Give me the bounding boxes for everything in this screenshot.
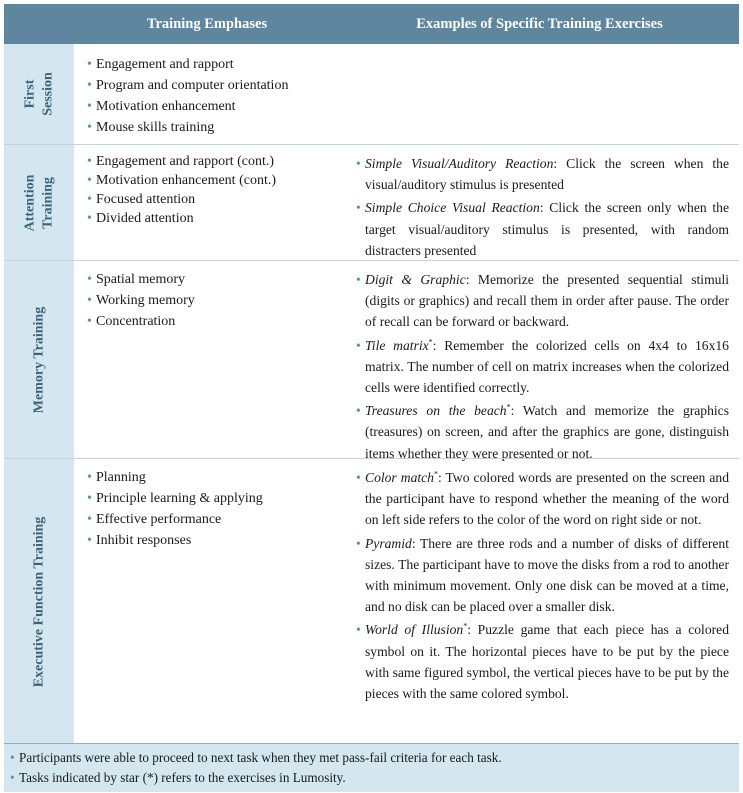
table-row-executive-function-training [4, 458, 739, 744]
emphases-list [87, 467, 337, 551]
list-item: • Working memory [87, 290, 337, 311]
list-item: • Motivation enhancement (cont.) [87, 171, 337, 190]
table-notes [4, 743, 739, 792]
emphases-list [87, 54, 337, 138]
list-item: • Engagement and rapport [87, 54, 337, 75]
lumosity-star: * [428, 337, 433, 347]
exercise-name: Simple Visual/Auditory Reaction [365, 156, 554, 171]
emphases-list [87, 152, 337, 228]
list-item [356, 619, 729, 704]
row-label [4, 261, 74, 459]
list-item: • Planning [87, 467, 337, 488]
footnote: • Tasks indicated by star (*) refers to the exercises in Lumosity. [10, 768, 739, 788]
lumosity-star: * [506, 402, 511, 412]
list-item: • Effective performance [87, 509, 337, 530]
exercise-name: Treasures on the beach [365, 403, 507, 419]
table-row-attention-training [4, 144, 739, 261]
list-item: • Mouse skills training [87, 117, 337, 138]
list-item [356, 269, 729, 333]
row-label [4, 145, 74, 261]
row-label [4, 459, 74, 744]
exercise-description: : Watch and memorize the graphics (treasures) on screen, and after the graphics are gone, distinguish items whether they were presented or not. [365, 403, 729, 461]
exercise-name: World of Illusion [365, 622, 464, 638]
exercise-name: Tile matrix [365, 337, 429, 353]
row-label-line: Memory Training [31, 306, 47, 414]
list-item [356, 197, 729, 261]
list-item [356, 335, 729, 399]
row-label-line: First [22, 79, 38, 109]
exercise-name: Color match [365, 470, 434, 485]
table-row-first-session [4, 44, 739, 144]
examples-list [356, 467, 729, 706]
examples-list [356, 153, 729, 263]
list-item: • Spatial memory [87, 269, 337, 290]
exercise-description: : There are three rods and a number of disks of different sizes. The participant have to move the disks from a rod to another with minimum movement. Only one disk can be moved at a time, and no disk can be placed over a smaller disk. [365, 535, 729, 615]
exercise-description: : Memorize the presented sequential stimuli (digits or graphics) and recall them in order after pause. The order of recall can be forward or backward. [365, 272, 730, 330]
row-label [4, 44, 74, 144]
exercise-description: : Puzzle game that each piece has a colored symbol on it. The horizontal pieces have to be put by the piece with same figured symbol, the vertical pieces have to be put by the pieces with the same colored symbol. [365, 622, 729, 702]
exercise-description: : Two colored words are presented on the screen and the participant have to respond whether the meaning of the word on left side refers to the color of the word on right side or not. [365, 470, 729, 528]
emphases-list [87, 269, 337, 332]
lumosity-star: * [463, 621, 468, 631]
list-item: • Engagement and rapport (cont.) [87, 152, 337, 171]
list-item: • Concentration [87, 311, 337, 332]
row-label-line: Executive Function Training [31, 516, 47, 687]
exercise-description: : Click the screen when the visual/auditory stimulus is presented [365, 156, 729, 193]
examples-list [356, 269, 729, 466]
exercise-description: : Remember the colorized cells on 4x4 to 16x16 matrix. The number of cell on matrix increases when the colorized cells were identified correctly. [365, 337, 729, 396]
list-item: • Principle learning & applying [87, 488, 337, 509]
list-item [356, 400, 729, 464]
exercise-name: Pyramid [365, 535, 412, 551]
list-item: • Focused attention [87, 190, 337, 209]
exercise-name: Simple Choice Visual Reaction [365, 200, 540, 216]
table-row-memory-training [4, 260, 739, 459]
exercise-description: : Click the screen only when the target visual/auditory stimulus is presented, with random distracters presented [365, 200, 729, 258]
list-item: • Divided attention [87, 209, 337, 228]
list-item [356, 533, 729, 618]
list-item: • Inhibit responses [87, 530, 337, 551]
footnote: • Participants were able to proceed to next task when they met pass-fail criteria for each task. [10, 748, 739, 768]
row-label-line: Training [40, 177, 55, 229]
list-item: • Motivation enhancement [87, 96, 337, 117]
exercise-name: Digit & Graphic [365, 272, 466, 287]
list-item [356, 153, 729, 195]
row-label-line: Attention [22, 174, 38, 232]
row-label-line: Session [40, 72, 55, 116]
lumosity-star: * [433, 469, 438, 479]
list-item: • Program and computer orientation [87, 75, 337, 96]
header-training-emphases: Training Emphases [146, 16, 268, 32]
header-training-exercises: Examples of Specific Training Exercises [416, 16, 663, 32]
table-header [4, 4, 739, 44]
list-item [356, 467, 729, 531]
